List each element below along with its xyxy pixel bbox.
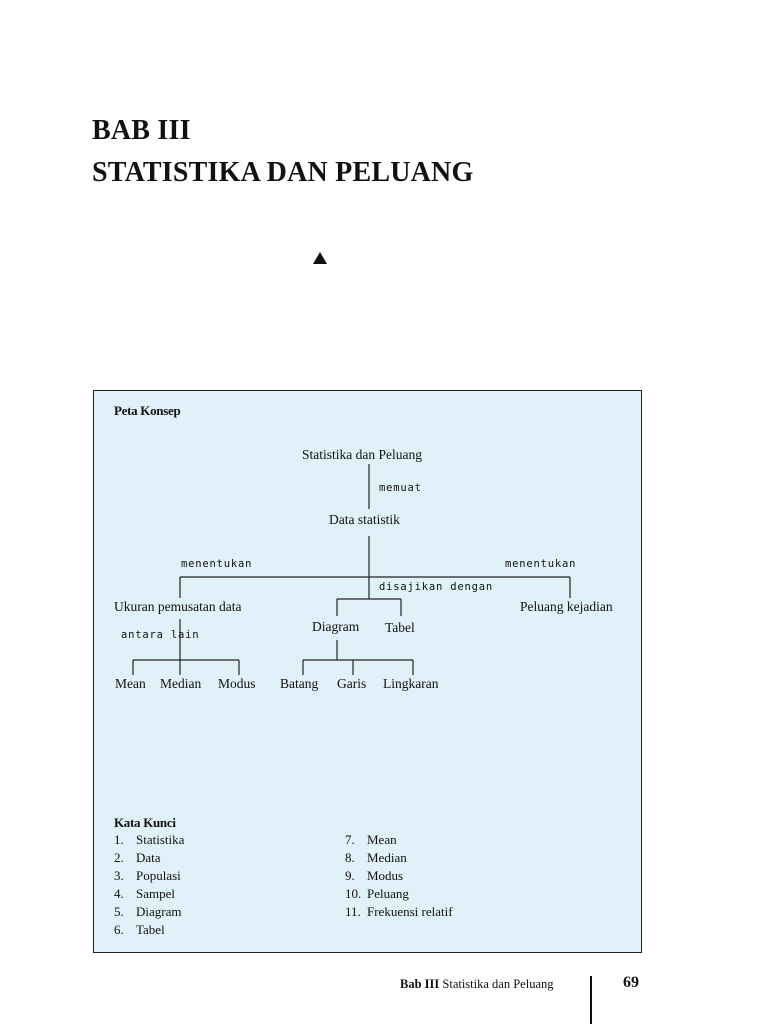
keyword-item: 6. Tabel — [114, 922, 165, 937]
keyword-item: 5. Diagram — [114, 904, 182, 919]
footer-chapter-title: Statistika dan Peluang — [442, 977, 554, 991]
node-mean: Mean — [115, 676, 146, 691]
keyword-item: 2. Data — [114, 850, 161, 865]
footer-chapter-label: Bab III — [400, 977, 440, 991]
node-diagram: Diagram — [312, 619, 360, 634]
link-label-menentukan-left: menentukan — [181, 558, 253, 570]
keyword-item: 3. Populasi — [114, 868, 181, 883]
keyword-item: 11. Frekuensi relatif — [345, 904, 453, 919]
keyword-item: 9. Modus — [345, 868, 404, 883]
chapter-number: BAB III — [92, 115, 191, 146]
link-label-memuat: memuat — [379, 482, 422, 494]
keyword-item: 8. Median — [345, 850, 407, 865]
node-lingkaran: Lingkaran — [383, 676, 439, 691]
running-footer — [400, 977, 554, 992]
keyword-item: 4. Sampel — [114, 886, 175, 901]
chapter-name: STATISTIKA DAN PELUANG — [92, 157, 474, 188]
triangle-marker-icon — [313, 252, 327, 264]
link-label-antara-lain: antara lain — [121, 629, 200, 641]
link-label-menentukan-right: menentukan — [505, 558, 577, 570]
footer-divider — [590, 976, 592, 1024]
link-label-disajikan-dengan: disajikan dengan — [379, 581, 493, 593]
keyword-item: 7. Mean — [345, 832, 397, 847]
concept-map-box — [93, 390, 642, 953]
node-statistika-dan-peluang: Statistika dan Peluang — [302, 447, 422, 462]
node-garis: Garis — [337, 676, 367, 691]
chapter-title — [92, 110, 473, 194]
concept-map-heading: Peta Konsep — [114, 403, 181, 418]
node-tabel: Tabel — [385, 620, 415, 635]
page-number: 69 — [623, 974, 639, 991]
node-median: Median — [160, 676, 202, 691]
node-ukuran-pemusatan-data: Ukuran pemusatan data — [114, 599, 242, 614]
keywords-list-right — [345, 831, 453, 921]
node-modus: Modus — [218, 676, 256, 691]
keywords-heading: Kata Kunci — [114, 815, 176, 830]
keywords-list-left — [114, 831, 184, 939]
node-batang: Batang — [280, 676, 319, 691]
keyword-item: 10. Peluang — [345, 886, 409, 901]
node-peluang-kejadian: Peluang kejadian — [520, 599, 613, 614]
keyword-item: 1. Statistika — [114, 832, 185, 847]
node-data-statistik: Data statistik — [329, 512, 400, 527]
